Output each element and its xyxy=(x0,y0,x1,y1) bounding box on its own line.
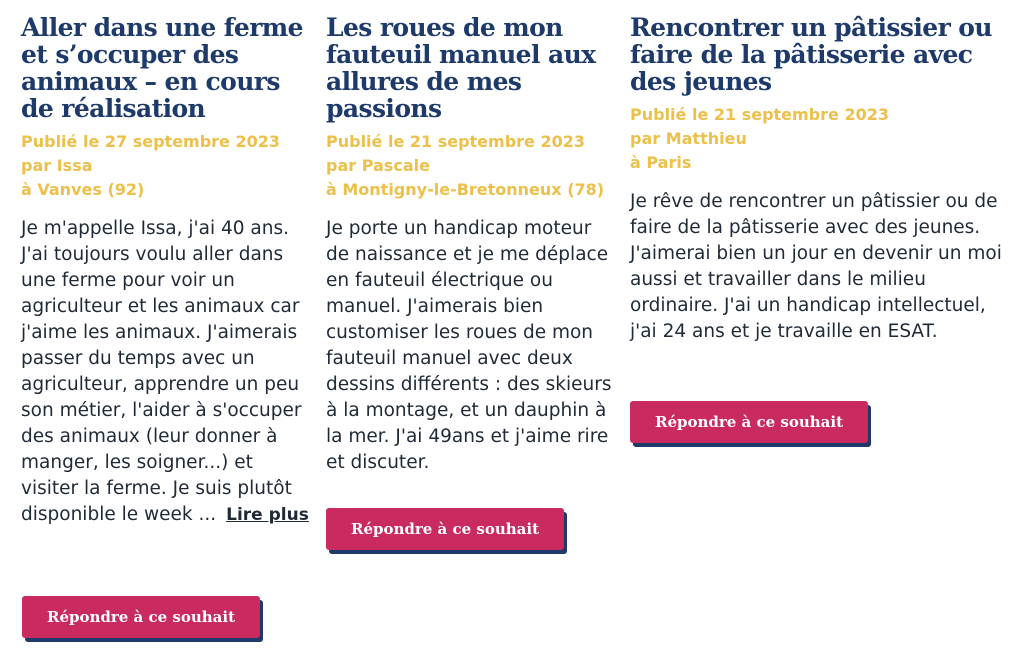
wish-card-pascale xyxy=(326,14,616,476)
wish-card-matthieu xyxy=(630,14,1010,345)
author: par Issa xyxy=(21,156,93,175)
wish-description xyxy=(21,216,311,528)
wish-description: Je rêve de rencontrer un pâtissier ou de faire de la pâtisserie avec des jeunes. J'aimerai bien un jour en devenir un moi aussi et travailler dans le milieu ordinaire. J'ai un handicap intellectuel, j'ai 24 ans et je travaille en ESAT. xyxy=(630,191,1002,342)
location: à Paris xyxy=(630,153,692,172)
wish-title[interactable]: Les roues de mon fauteuil manuel aux allures de mes passions xyxy=(326,13,596,123)
location: à Montigny-le-Bretonneux (78) xyxy=(326,180,605,199)
wish-description: Je porte un handicap moteur de naissance et je me déplace en fauteuil électrique ou manuel. J'aimerais bien customiser les roues de mon fauteuil manuel avec deux dessins différents : des skieurs à la montage, et un dauphin à la mer. J'ai 49ans et j'aime rire et discuter. xyxy=(326,218,612,473)
reply-wish-button[interactable]: Répondre à ce souhait xyxy=(326,508,564,550)
wish-title[interactable]: Rencontrer un pâtissier ou faire de la pâtisserie avec des jeunes xyxy=(630,13,992,96)
author: par Matthieu xyxy=(630,129,747,148)
read-more-link[interactable]: Lire plus xyxy=(226,505,309,525)
wish-card-issa xyxy=(21,14,311,528)
published-date: Publié le 21 septembre 2023 xyxy=(326,132,585,151)
wish-meta xyxy=(21,130,311,202)
wish-title[interactable]: Aller dans une ferme et s’occuper des animaux – en cours de réalisation xyxy=(21,13,303,123)
wish-meta xyxy=(326,130,616,202)
author: par Pascale xyxy=(326,156,430,175)
reply-wish-button[interactable]: Répondre à ce souhait xyxy=(630,401,868,443)
published-date: Publié le 21 septembre 2023 xyxy=(630,105,889,124)
reply-wish-button[interactable]: Répondre à ce souhait xyxy=(22,596,260,638)
location: à Vanves (92) xyxy=(21,180,145,199)
wish-description-text: Je m'appelle Issa, j'ai 40 ans. J'ai toujours voulu aller dans une ferme pour voir un agriculteur et les animaux car j'aime les animaux. J'aimerais passer du temps avec un agriculteur, apprendre un peu son métier, l'aider à s'occuper des animaux (leur donner à manger, les soigner...) et visiter la ferme. Je suis plutôt disponible le week ... xyxy=(21,218,302,525)
wish-meta xyxy=(630,103,1010,175)
published-date: Publié le 27 septembre 2023 xyxy=(21,132,280,151)
